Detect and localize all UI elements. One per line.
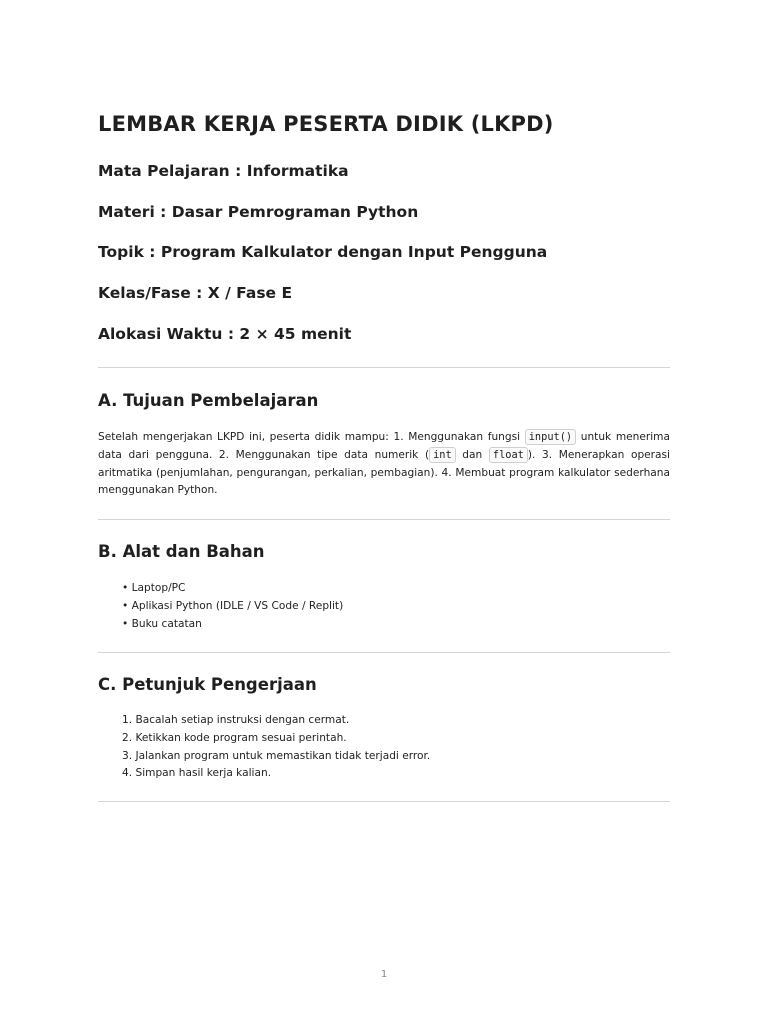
divider (98, 367, 670, 368)
section-a-text: ). 3. Menerapkan operasi aritmatika (penjumlahan, pengurangan, perkalian, pembagian). 4. Membuat program kalkulator sederhana menggunakan Python. (98, 448, 670, 497)
list-item: 2. Ketikkan kode program sesuai perintah. (122, 731, 347, 744)
section-a-paragraph (98, 429, 670, 500)
divider (98, 519, 670, 520)
section-a-text: Setelah mengerjakan LKPD ini, peserta didik mampu: 1. Menggunakan fungsi (98, 431, 525, 443)
meta-time-allocation: Alokasi Waktu : 2 × 45 menit (98, 325, 352, 343)
list-item: • Laptop/PC (122, 580, 343, 598)
section-a-text: dan (455, 448, 489, 461)
page-number: 1 (380, 969, 388, 980)
code-float-type: float (489, 447, 528, 463)
tools-list (122, 580, 343, 633)
list-item: 3. Jalankan program untuk memastikan tidak terjadi error. (122, 749, 431, 762)
list-item: • Aplikasi Python (IDLE / VS Code / Replit) (122, 598, 343, 616)
meta-subject: Mata Pelajaran : Informatika (98, 162, 349, 180)
section-b-heading: B. Alat dan Bahan (98, 542, 265, 561)
code-int-type: int (429, 447, 456, 463)
meta-material: Materi : Dasar Pemrograman Python (98, 203, 419, 221)
list-item: • Buku catatan (122, 616, 343, 634)
document-title: LEMBAR KERJA PESERTA DIDIK (LKPD) (98, 112, 554, 136)
code-input-function: input() (525, 429, 576, 445)
instructions-list (122, 712, 430, 783)
divider (98, 801, 670, 802)
list-item: 1. Bacalah setiap instruksi dengan cermat. (122, 714, 350, 726)
section-c-heading: C. Petunjuk Pengerjaan (98, 675, 317, 694)
meta-class-phase: Kelas/Fase : X / Fase E (98, 284, 293, 302)
divider (98, 652, 670, 653)
meta-topic: Topik : Program Kalkulator dengan Input Pengguna (98, 243, 548, 261)
section-a-heading: A. Tujuan Pembelajaran (98, 391, 319, 410)
section-a-text: untuk menerima data dari pengguna. 2. Menggunakan tipe data numerik ( (98, 431, 670, 461)
list-item: 4. Simpan hasil kerja kalian. (122, 767, 272, 780)
